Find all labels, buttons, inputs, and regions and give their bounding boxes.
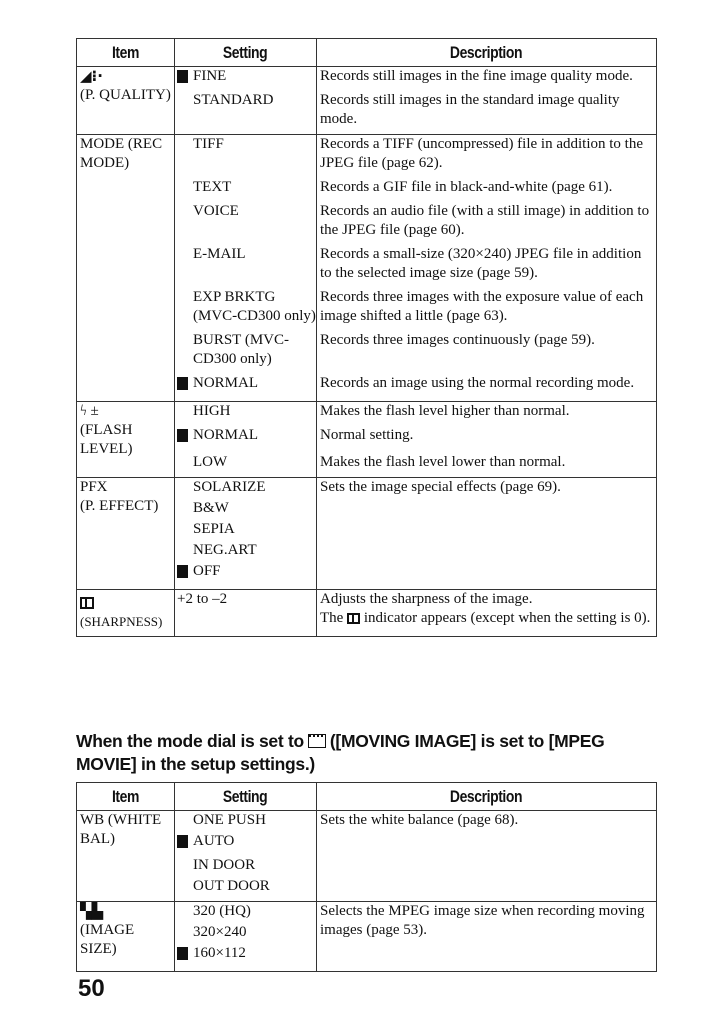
desc-image-size: Selects the MPEG image size when recording moving images (page 53). [317, 902, 657, 972]
desc-burst: Records three images continuously (page 59). [317, 331, 657, 374]
setting-320x240: 320×240 [193, 924, 247, 940]
desc-email: Records a small-size (320×240) JPEG file in addition to the selected image size (page 59). [317, 245, 657, 288]
desc-low: Makes the flash level lower than normal. [317, 453, 657, 478]
header-setting: Setting [175, 783, 317, 811]
sharpness-icon [80, 597, 94, 609]
setting-standard: STANDARD [193, 92, 274, 108]
setting-fine: FINE [193, 68, 227, 84]
item-mode: MODE (REC MODE) [77, 135, 175, 402]
setting-sharpness-range: +2 to –2 [175, 590, 317, 637]
header-setting: Setting [175, 39, 317, 67]
setting-tiff: TIFF [193, 136, 224, 152]
header-description: Description [317, 39, 657, 67]
item-wb: WB (WHITE BAL) [77, 811, 175, 902]
setting-neg-art: NEG.ART [193, 542, 257, 558]
desc-fine: Records still images in the fine image quality mode. [317, 67, 657, 92]
default-marker [177, 944, 193, 966]
desc-wb: Sets the white balance (page 68). [317, 811, 657, 902]
setting-exp-brktg: EXP BRKTG (MVC-CD300 only) [193, 289, 316, 324]
setting-160x112: 160×112 [193, 945, 246, 961]
image-quality-icon: ◢⁝· [80, 67, 103, 85]
default-marker [177, 67, 193, 89]
default-marker [177, 562, 193, 584]
setting-out-door: OUT DOOR [193, 878, 270, 894]
desc-pfx: Sets the image special effects (page 69). [317, 478, 657, 590]
item-quality: ◢⁝· (P. QUALITY) [77, 67, 175, 135]
setting-bw: B&W [193, 500, 229, 516]
section-heading: When the mode dial is set to ([MOVING IMAGE] is set to [MPEG MOVIE] in the setup settings.) [76, 731, 605, 774]
setting-normal: NORMAL [193, 375, 259, 391]
sharpness-indicator-icon [347, 613, 360, 624]
desc-voice: Records an audio file (with a still image) in addition to the JPEG file (page 60). [317, 202, 657, 245]
desc-high: Makes the flash level higher than normal. [317, 402, 657, 427]
desc-flash-normal: Normal setting. [317, 426, 657, 453]
desc-normal: Records an image using the normal recording mode. [317, 374, 657, 402]
desc-tiff: Records a TIFF (uncompressed) file in addition to the JPEG file (page 62). [317, 135, 657, 179]
setting-auto: AUTO [193, 833, 235, 849]
setting-burst: BURST (MVC-CD300 only) [193, 332, 289, 367]
setting-solarize: SOLARIZE [193, 479, 266, 495]
item-flash-level: ϟ ± (FLASH LEVEL) [77, 402, 175, 478]
item-image-size: ▚▙ (IMAGE SIZE) [77, 902, 175, 972]
setting-flash-normal: NORMAL [193, 427, 259, 443]
pfx-settings [175, 478, 317, 590]
moving-image-icon [308, 734, 326, 748]
desc-text: Records a GIF file in black-and-white (page 61). [317, 178, 657, 202]
flash-level-icon: ϟ ± [80, 403, 99, 419]
wb-settings [175, 811, 317, 902]
desc-standard: Records still images in the standard image quality mode. [317, 91, 657, 135]
setting-off: OFF [193, 563, 221, 579]
default-marker [177, 426, 193, 448]
setting-low: LOW [193, 454, 228, 470]
image-size-icon: ▚▙ [80, 902, 104, 920]
header-item: Item [77, 783, 175, 811]
header-description: Description [317, 783, 657, 811]
default-marker [177, 374, 193, 396]
page-number: 50 [78, 975, 105, 1002]
settings-table-mpeg [76, 782, 657, 972]
setting-email: E-MAIL [193, 246, 246, 262]
settings-table-still [76, 38, 657, 637]
setting-320-hq: 320 (HQ) [193, 903, 251, 919]
setting-high: HIGH [193, 403, 231, 419]
desc-sharpness: Adjusts the sharpness of the image. The indicator appears (except when the setting is 0). [317, 590, 657, 637]
desc-exp-brktg: Records three images with the exposure value of each image shifted a little (page 63). [317, 288, 657, 331]
header-item: Item [77, 39, 175, 67]
setting-in-door: IN DOOR [193, 857, 256, 873]
setting-sepia: SEPIA [193, 521, 235, 537]
item-sharpness: (SHARPNESS) [77, 590, 175, 637]
setting-one-push: ONE PUSH [193, 812, 266, 828]
default-marker [177, 832, 193, 854]
size-settings [175, 902, 317, 972]
setting-voice: VOICE [193, 203, 239, 219]
setting-text: TEXT [193, 179, 232, 195]
item-pfx: PFX (P. EFFECT) [77, 478, 175, 590]
